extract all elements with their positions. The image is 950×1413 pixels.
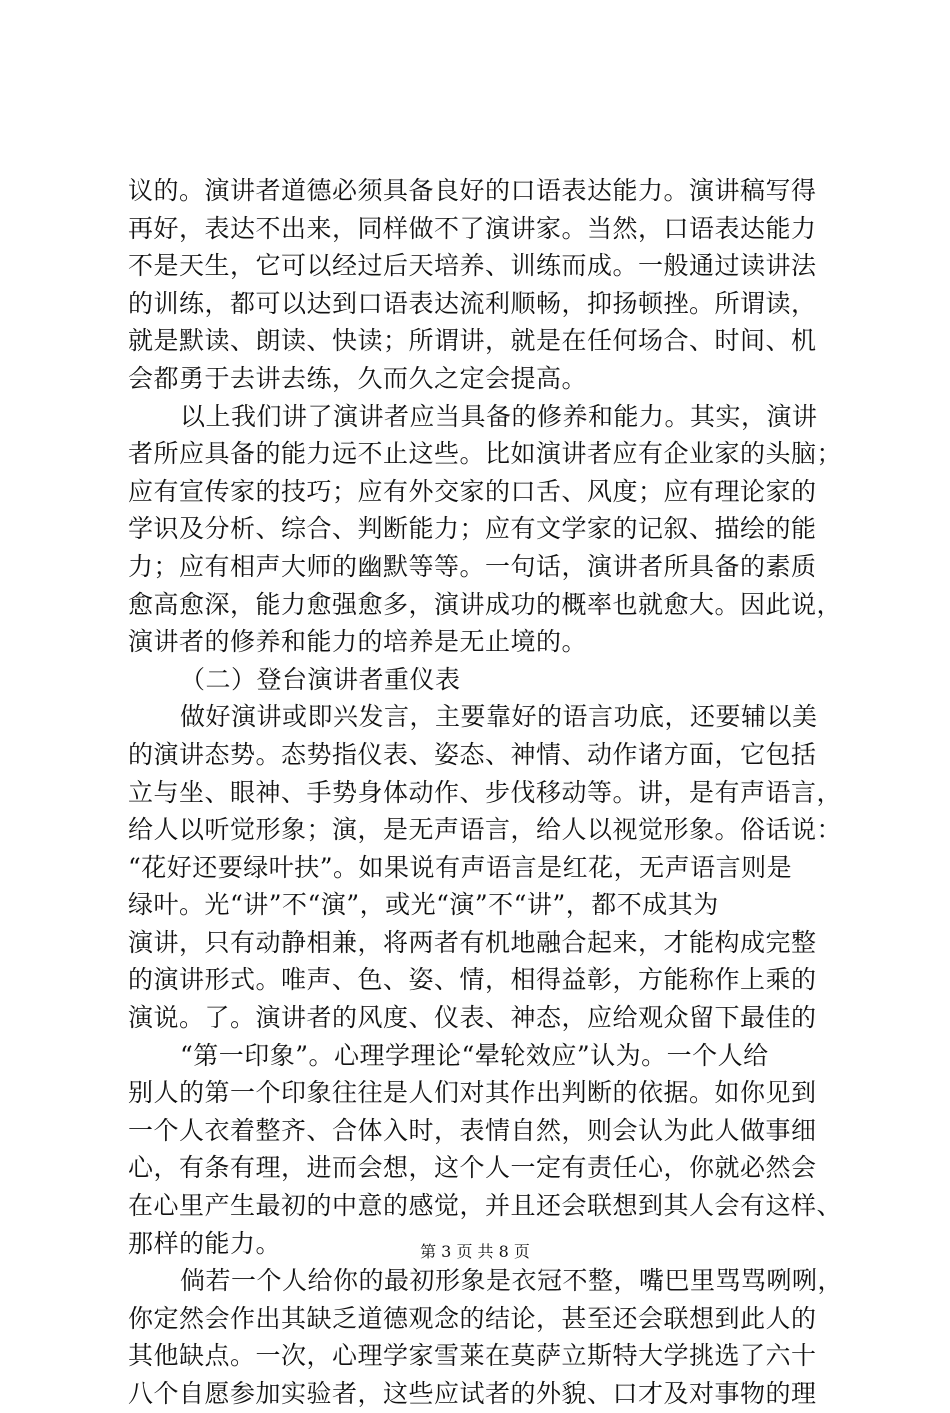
document-body [128, 172, 848, 1413]
text-line: 的演讲形式。唯声、色、姿、情，相得益彰，方能称作上乘的 [128, 965, 817, 995]
text-line: “花好还要绿叶扶”。如果说有声语言是红花，无声语言则是 [128, 852, 793, 882]
paragraph-start-line: “第一印象”。心理学理论“晕轮效应”认为。一个人给 [180, 1040, 769, 1070]
text-line: 演讲，只有动静相兼，将两者有机地融合起来，才能构成完整 [128, 927, 817, 957]
text-line: 你定然会作出其缺乏道德观念的结论，甚至还会联想到此人的 [128, 1303, 817, 1333]
text-line: 绿叶。光“讲”不“演”，或光“演”不“讲”，都不成其为 [128, 890, 719, 920]
text-line: 者所应具备的能力远不止这些。比如演讲者应有企业家的头脑； [128, 439, 843, 469]
text-line: 就是默读、朗读、快读；所谓讲，就是在任何场合、时间、机 [128, 326, 817, 356]
text-line: 的训练，都可以达到口语表达流利顺畅，抑扬顿挫。所谓读， [128, 288, 817, 318]
text-line: 其他缺点。一次，心理学家雪莱在莫萨立斯特大学挑选了六十 [128, 1341, 817, 1371]
text-line: 议的。演讲者道德必须具备良好的口语表达能力。演讲稿写得 [128, 176, 817, 205]
text-line: 心，有条有理，进而会想，这个人一定有责任心，你就必然会 [128, 1153, 817, 1183]
text-line: 再好，表达不出来，同样做不了演讲家。当然，口语表达能力 [128, 213, 817, 243]
text-line: 会都勇于去讲去练，久而久之定会提高。 [128, 363, 588, 393]
text-line: 一个人衣着整齐、合体入时，表情自然，则会认为此人做事细 [128, 1115, 817, 1145]
text-line: 演讲者的修养和能力的培养是无止境的。 [128, 627, 588, 657]
text-line: 应有宣传家的技巧；应有外交家的口舌、风度；应有理论家的 [128, 476, 817, 506]
paragraph-start-line: 倘若一个人给你的最初形象是衣冠不整，嘴巴里骂骂咧咧， [180, 1266, 844, 1296]
paragraph-start-line: 以上我们讲了演讲者应当具备的修养和能力。其实，演讲 [180, 401, 818, 431]
text-line: 力；应有相声大师的幽默等等。一句话，演讲者所具备的素质 [128, 551, 817, 581]
text-line: 的演讲态势。态势指仪表、姿态、神情、动作诸方面，它包括 [128, 739, 817, 769]
text-line: 八个自愿参加实验者，这些应试者的外貌、口才及对事物的理 [128, 1379, 817, 1408]
text-line: 别人的第一个印象往往是人们对其作出判断的依据。如你见到 [128, 1078, 817, 1108]
paragraph-start-line: 做好演讲或即兴发言，主要靠好的语言功底，还要辅以美 [180, 702, 818, 732]
text-line: 演说。了。演讲者的风度、仪表、神态，应给观众留下最佳的 [128, 1003, 817, 1033]
text-line: 愈高愈深，能力愈强愈多，演讲成功的概率也就愈大。因此说， [128, 589, 843, 619]
text-line: 给人以听觉形象；演，是无声语言，给人以视觉形象。俗话说： [128, 815, 843, 845]
text-line: 在心里产生最初的中意的感觉，并且还会联想到其人会有这样、 [128, 1191, 843, 1221]
page-number-footer: 第 3 页 共 8 页 [420, 1242, 530, 1261]
text-line: 那样的能力。 [128, 1228, 282, 1258]
text-line: 不是天生，它可以经过后天培养、训练而成。一般通过读讲法 [128, 251, 817, 281]
section-heading: （二）登台演讲者重仪表 [180, 664, 461, 694]
text-line: 学识及分析、综合、判断能力；应有文学家的记叙、描绘的能 [128, 514, 817, 544]
text-line: 立与坐、眼神、手势身体动作、步伐移动等。讲，是有声语言， [128, 777, 843, 807]
